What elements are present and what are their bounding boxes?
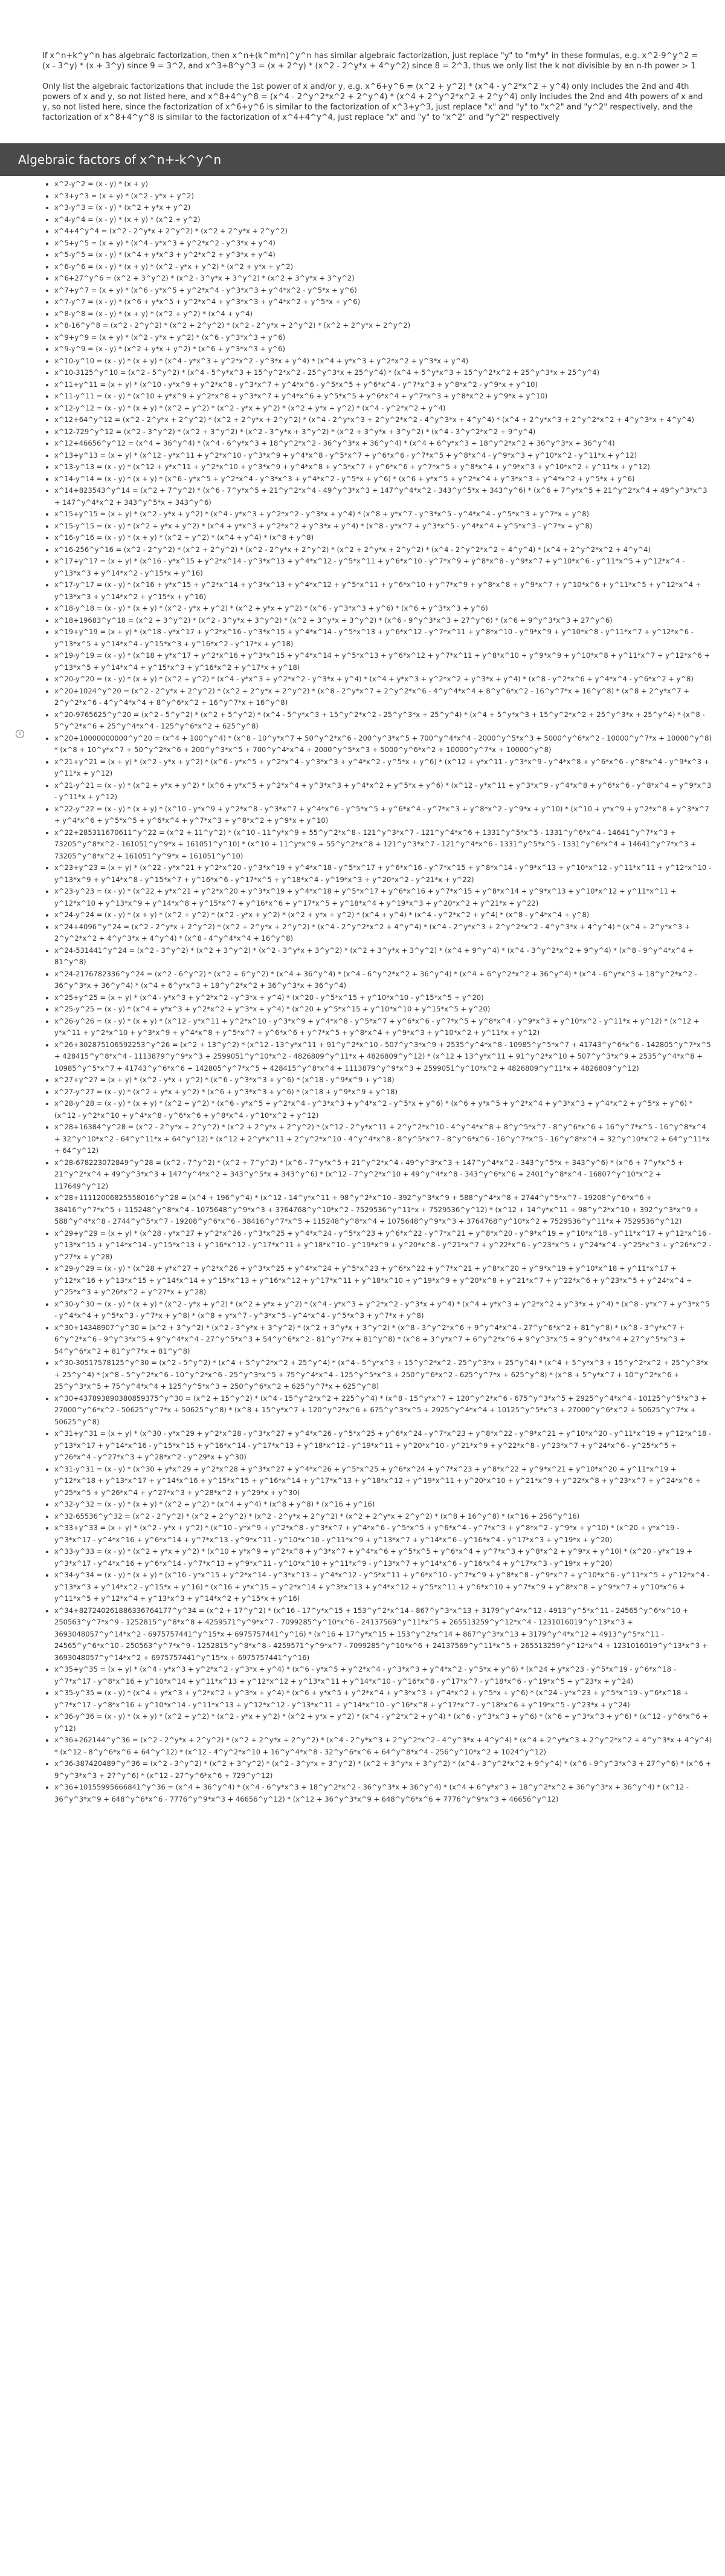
- formula-item: • x^32-y^32 = (x - y) * (x + y) * (x^2 + y^2) * (x^4 + y^4) * (x^8 + y^8) * (x^16 + y^16): [54, 1499, 713, 1511]
- formula-item: • x^9-y^9 = (x - y) * (x^2 + y*x + y^2) * (x^6 + y^3*x^3 + y^6): [54, 343, 713, 355]
- formula-item: • x^34-y^34 = (x - y) * (x + y) * (x^16 - y*x^15 + y^2*x^14 - y^3*x^13 + y^4*x^12 - y^5*x^11 + y^6*x^10 - y^7*x^9 + y^8*x^8 - y^9*x^7 + y^10*x^6 - y^11*x^5 + y^12*x^4 - y^13*x^3 + y^14*x^2 - y^15*x + y^16) * (x^16 + y*x^15 + y^2*x^14 + y^3*x^13 + y^4*x^12 + y^5*x^11 + y^6*x^10 + y^7*x^9 + y^8*x^8 + y^9*x^7 + y^10*x^6 + y^11*x^5 + y^12*x^4 + y^13*x^3 + y^14*x^2 + y^15*x + y^16): [54, 1569, 713, 1605]
- formula-item: • x^3-y^3 = (x - y) * (x^2 + y*x + y^2): [54, 202, 713, 214]
- formula-item: • x^15-y^15 = (x - y) * (x^2 + y*x + y^2) * (x^4 + y*x^3 + y^2*x^2 + y^3*x + y^4) * (x^8 - y*x^7 + y^3*x^5 - y^4*x^4 + y^5*x^3 - y^7*x + y^8): [54, 521, 713, 533]
- intro-paragraph-1: If x^n+k^y^n has algebraic factorization, then x^n+(k^m*n)^y^n has similar algebraic factorization, just replace "y" to "m*y" in these formulas, e.g. x^2-9^y^2 = (x - 3^y) * (x + 3^y) since 9 = 3^2, and x^3+8^y^3 = (x + 2^y) * (x^2 - 2^y*x + 4^y^2) since 8 = 2^3, thus we only list the k not divisible by an n-th power > 1: [42, 51, 698, 71]
- intro-section: [0, 0, 725, 123]
- formula-item: • x^11+y^11 = (x + y) * (x^10 - y*x^9 + y^2*x^8 - y^3*x^7 + y^4*x^6 - y^5*x^5 + y^6*x^4 - y^7*x^3 + y^8*x^2 - y^9*x + y^10): [54, 379, 713, 391]
- formula-item: • x^21+y^21 = (x + y) * (x^2 - y*x + y^2) * (x^6 - y*x^5 + y^2*x^4 - y^3*x^3 + y^4*x^2 - y^5*x + y^6) * (x^12 + y*x^11 - y^3*x^9 - y^4*x^8 + y^6*x^6 - y^8*x^4 - y^9*x^3 + y^11*x + y^12): [54, 756, 713, 780]
- formula-item: • x^22+285311670611^y^22 = (x^2 + 11^y^2) * (x^10 - 11^y*x^9 + 55^y^2*x^8 - 121^y^3*x^7 - 121^y^4*x^6 + 1331^y^5*x^5 - 1331^y^6*x^4 - 14641^y^7*x^3 + 73205^y^8*x^2 - 161051^y^9*x + 161051^y^10) * (x^10 + 11^y*x^9 + 55^y^2*x^8 + 121^y^3*x^7 - 121^y^4*x^6 - 1331^y^5*x^5 - 1331^y^6*x^4 + 14641^y^7*x^3 + 73205^y^8*x^2 + 161051^y^9*x + 161051^y^10): [54, 827, 713, 863]
- section-title: Algebraic factors of x^n+-k^y^n: [18, 152, 222, 167]
- formula-item: • x^28+16384^y^28 = (x^2 - 2^y*x + 2^y^2) * (x^2 + 2^y*x + 2^y^2) * (x^12 - 2^y*x^11 + 2^y^2*x^10 - 4^y^4*x^8 + 8^y^5*x^7 - 8^y^6*x^6 + 16^y^7*x^5 - 16^y^8*x^4 + 32^y^10*x^2 - 64^y^11*x + 64^y^12) * (x^12 + 2^y*x^11 + 2^y^2*x^10 - 4^y^4*x^8 - 8^y^5*x^7 - 8^y^6*x^6 - 16^y^7*x^5 - 16^y^8*x^4 + 32^y^10*x^2 + 64^y^11*x + 64^y^12): [54, 1121, 713, 1157]
- formula-item: • x^7+y^7 = (x + y) * (x^6 - y*x^5 + y^2*x^4 - y^3*x^3 + y^4*x^2 - y^5*x + y^6): [54, 285, 713, 297]
- formula-item: • x^30-y^30 = (x - y) * (x + y) * (x^2 - y*x + y^2) * (x^2 + y*x + y^2) * (x^4 - y*x^3 + y^2*x^2 - y^3*x + y^4) * (x^4 + y*x^3 + y^2*x^2 + y^3*x + y^4) * (x^8 - y*x^7 + y^3*x^5 - y^4*x^4 + y^5*x^3 - y^7*x + y^8) * (x^8 + y*x^7 - y^3*x^5 - y^4*x^4 - y^5*x^3 + y^7*x + y^8): [54, 1299, 713, 1322]
- formula-item: • x^20+1024^y^20 = (x^2 - 2^y*x + 2^y^2) * (x^2 + 2^y*x + 2^y^2) * (x^8 - 2^y*x^7 + 2^y^2*x^6 - 4^y^4*x^4 + 8^y^6*x^2 - 16^y^7*x + 16^y^8) * (x^8 + 2^y*x^7 + 2^y^2*x^6 - 4^y^4*x^4 + 8^y^6*x^2 + 16^y^7*x + 16^y^8): [54, 686, 713, 709]
- formula-item: • x^5+y^5 = (x + y) * (x^4 - y*x^3 + y^2*x^2 - y^3*x + y^4): [54, 238, 713, 250]
- formula-item: • x^19-y^19 = (x - y) * (x^18 + y*x^17 + y^2*x^16 + y^3*x^15 + y^4*x^14 + y^5*x^13 + y^6*x^12 + y^7*x^11 + y^8*x^10 + y^9*x^9 + y^10*x^8 + y^11*x^7 + y^12*x^6 + y^13*x^5 + y^14*x^4 + y^15*x^3 + y^16*x^2 + y^17*x + y^18): [54, 650, 713, 673]
- formula-item: • x^17+y^17 = (x + y) * (x^16 - y*x^15 + y^2*x^14 - y^3*x^13 + y^4*x^12 - y^5*x^11 + y^6*x^10 - y^7*x^9 + y^8*x^8 - y^9*x^7 + y^10*x^6 - y^11*x^5 + y^12*x^4 - y^13*x^3 + y^14*x^2 - y^15*x + y^16): [54, 556, 713, 579]
- formula-item: • x^12-729^y^12 = (x^2 - 3^y^2) * (x^2 + 3^y^2) * (x^2 - 3^y*x + 3^y^2) * (x^2 + 3^y*x + 3^y^2) * (x^4 - 3^y^2*x^2 + 9^y^4): [54, 426, 713, 438]
- formula-item: • x^22-y^22 = (x - y) * (x + y) * (x^10 - y*x^9 + y^2*x^8 - y^3*x^7 + y^4*x^6 - y^5*x^5 + y^6*x^4 - y^7*x^3 + y^8*x^2 - y^9*x + y^10) * (x^10 + y*x^9 + y^2*x^8 + y^3*x^7 + y^4*x^6 + y^5*x^5 + y^6*x^4 + y^7*x^3 + y^8*x^2 + y^9*x + y^10): [54, 803, 713, 827]
- formula-item: • x^16-256^y^16 = (x^2 - 2^y^2) * (x^2 + 2^y^2) * (x^2 - 2^y*x + 2^y^2) * (x^2 + 2^y*x + 2^y^2) * (x^4 - 2^y^2*x^2 + 4^y^4) * (x^4 + 2^y^2*x^2 + 4^y^4): [54, 544, 713, 556]
- formula-item: • x^5-y^5 = (x - y) * (x^4 + y*x^3 + y^2*x^2 + y^3*x + y^4): [54, 249, 713, 261]
- formula-item: • x^26+302875106592253^y^26 = (x^2 + 13^y^2) * (x^12 - 13^y*x^11 + 91^y^2*x^10 - 507^y^3*x^9 + 2535^y^4*x^8 - 10985^y^5*x^7 + 41743^y^6*x^6 - 142805^y^7*x^5 + 428415^y^8*x^4 - 1113879^y^9*x^3 + 2599051^y^10*x^2 - 4826809^y^11*x + 4826809^y^12) * (x^12 + 13^y*x^11 + 91^y^2*x^10 + 507^y^3*x^9 + 2535^y^4*x^8 + 10985^y^5*x^7 + 41743^y^6*x^6 + 142805^y^7*x^5 + 428415^y^8*x^4 + 1113879^y^9*x^3 + 2599051^y^10*x^2 + 4826809^y^11*x + 4826809^y^12): [54, 1039, 713, 1075]
- formula-item: • x^33+y^33 = (x + y) * (x^2 - y*x + y^2) * (x^10 - y*x^9 + y^2*x^8 - y^3*x^7 + y^4*x^6 - y^5*x^5 + y^6*x^4 - y^7*x^3 + y^8*x^2 - y^9*x + y^10) * (x^20 + y*x^19 - y^3*x^17 - y^4*x^16 + y^6*x^14 + y^7*x^13 - y^9*x^11 - y^10*x^10 - y^11*x^9 + y^13*x^7 + y^14*x^6 - y^16*x^4 - y^17*x^3 + y^19*x + y^20): [54, 1522, 713, 1546]
- formula-item: • x^36-387420489^y^36 = (x^2 - 3^y^2) * (x^2 + 3^y^2) * (x^2 - 3^y*x + 3^y^2) * (x^2 + 3^y*x + 3^y^2) * (x^4 - 3^y^2*x^2 + 9^y^4) * (x^6 - 9^y^3*x^3 + 27^y^6) * (x^6 + 9^y^3*x^3 + 27^y^6) * (x^12 - 27^y^6*x^6 + 729^y^12): [54, 1758, 713, 1782]
- formula-item: • x^20-9765625^y^20 = (x^2 - 5^y^2) * (x^2 + 5^y^2) * (x^4 - 5^y*x^3 + 15^y^2*x^2 - 25^y^3*x + 25^y^4) * (x^4 + 5^y*x^3 + 15^y^2*x^2 + 25^y^3*x + 25^y^4) * (x^8 - 5^y^2*x^6 + 25^y^4*x^4 - 125^y^6*x^2 + 625^y^8): [54, 709, 713, 733]
- formula-item: • x^10-3125^y^10 = (x^2 - 5^y^2) * (x^4 - 5^y*x^3 + 15^y^2*x^2 - 25^y^3*x + 25^y^4) * (x^4 + 5^y*x^3 + 15^y^2*x^2 + 25^y^3*x + 25^y^4): [54, 367, 713, 379]
- formula-item: • x^24+4096^y^24 = (x^2 - 2^y*x + 2^y^2) * (x^2 + 2^y*x + 2^y^2) * (x^4 - 2^y^2*x^2 + 4^y^4) * (x^4 - 2^y*x^3 + 2^y^2*x^2 - 4^y^3*x + 4^y^4) * (x^4 + 2^y*x^3 + 2^y^2*x^2 + 4^y^3*x + 4^y^4) * (x^8 - 4^y^4*x^4 + 16^y^8): [54, 921, 713, 945]
- formula-item: • x^36+262144^y^36 = (x^2 - 2^y*x + 2^y^2) * (x^2 + 2^y*x + 2^y^2) * (x^4 - 2^y*x^3 + 2^y^2*x^2 - 4^y^3*x + 4^y^4) * (x^4 + 2^y*x^3 + 2^y^2*x^2 + 4^y^3*x + 4^y^4) * (x^12 - 8^y^6*x^6 + 64^y^12) * (x^12 - 4^y^2*x^10 + 16^y^4*x^8 - 32^y^6*x^6 + 64^y^8*x^4 - 256^y^10*x^2 + 1024^y^12): [54, 1734, 713, 1758]
- formula-item: • x^2-y^2 = (x - y) * (x + y): [54, 178, 713, 190]
- formula-item: • x^36-y^36 = (x - y) * (x + y) * (x^2 + y^2) * (x^2 - y*x + y^2) * (x^2 + y*x + y^2) * (x^4 - y^2*x^2 + y^4) * (x^6 - y^3*x^3 + y^6) * (x^6 + y^3*x^3 + y^6) * (x^12 - y^6*x^6 + y^12): [54, 1711, 713, 1734]
- formula-item: • x^19+y^19 = (x + y) * (x^18 - y*x^17 + y^2*x^16 - y^3*x^15 + y^4*x^14 - y^5*x^13 + y^6*x^12 - y^7*x^11 + y^8*x^10 - y^9*x^9 + y^10*x^8 - y^11*x^7 + y^12*x^6 - y^13*x^5 + y^14*x^4 - y^15*x^3 + y^16*x^2 - y^17*x + y^18): [54, 626, 713, 650]
- formula-item: • x^30+437893890380859375^y^30 = (x^2 + 15^y^2) * (x^4 - 15^y^2*x^2 + 225^y^4) * (x^8 - 15^y*x^7 + 120^y^2*x^6 - 675^y^3*x^5 + 2925^y^4*x^4 - 10125^y^5*x^3 + 27000^y^6*x^2 - 50625^y^7*x + 50625^y^8) * (x^8 + 15^y*x^7 + 120^y^2*x^6 + 675^y^3*x^5 + 2925^y^4*x^4 + 10125^y^5*x^3 + 27000^y^6*x^2 + 50625^y^7*x + 50625^y^8): [54, 1393, 713, 1429]
- formula-item: • x^16-y^16 = (x - y) * (x + y) * (x^2 + y^2) * (x^4 + y^4) * (x^8 + y^8): [54, 532, 713, 544]
- formula-item: • x^30-30517578125^y^30 = (x^2 - 5^y^2) * (x^4 + 5^y^2*x^2 + 25^y^4) * (x^4 - 5^y*x^3 + 15^y^2*x^2 - 25^y^3*x + 25^y^4) * (x^4 + 5^y*x^3 + 15^y^2*x^2 + 25^y^3*x + 25^y^4) * (x^8 - 5^y^2*x^6 - 10^y^2*x^6 - 25^y^3*x^5 + 75^y^4*x^4 - 125^y^5*x^3 + 250^y^6*x^2 - 625^y^7*x + 625^y^8) * (x^8 + 5^y*x^7 + 10^y^2*x^6 + 25^y^3*x^5 + 75^y^4*x^4 + 125^y^5*x^3 + 250^y^6*x^2 + 625^y^7*x + 625^y^8): [54, 1357, 713, 1393]
- formula-item: • x^27+y^27 = (x + y) * (x^2 - y*x + y^2) * (x^6 - y^3*x^3 + y^6) * (x^18 - y^9*x^9 + y^18): [54, 1074, 713, 1086]
- formula-item: • x^20-y^20 = (x - y) * (x + y) * (x^2 + y^2) * (x^4 - y*x^3 + y^2*x^2 - y^3*x + y^4) * (x^4 + y*x^3 + y^2*x^2 + y^3*x + y^4) * (x^8 - y^2*x^6 + y^4*x^4 - y^6*x^2 + y^8): [54, 673, 713, 686]
- formula-item: • x^27-y^27 = (x - y) * (x^2 + y*x + y^2) * (x^6 + y^3*x^3 + y^6) * (x^18 + y^9*x^9 + y^18): [54, 1086, 713, 1098]
- formula-item: • x^25-y^25 = (x - y) * (x^4 + y*x^3 + y^2*x^2 + y^3*x + y^4) * (x^20 + y^5*x^15 + y^10*x^10 + y^15*x^5 + y^20): [54, 1004, 713, 1016]
- formula-item: • x^20+10000000000^y^20 = (x^4 + 100^y^4) * (x^8 - 10^y*x^7 + 50^y^2*x^6 - 200^y^3*x^5 + 700^y^4*x^4 - 2000^y^5*x^3 + 5000^y^6*x^2 - 10000^y^7*x + 10000^y^8) * (x^8 + 10^y*x^7 + 50^y^2*x^6 + 200^y^3*x^5 + 700^y^4*x^4 + 2000^y^5*x^3 + 5000^y^6*x^2 + 10000^y^7*x + 10000^y^8): [54, 733, 713, 756]
- formula-list: [0, 178, 725, 1805]
- formula-item: • x^13+y^13 = (x + y) * (x^12 - y*x^11 + y^2*x^10 - y^3*x^9 + y^4*x^8 - y^5*x^7 + y^6*x^6 - y^7*x^5 + y^8*x^4 - y^9*x^3 + y^10*x^2 - y^11*x + y^12): [54, 450, 713, 462]
- formula-item: • x^8-y^8 = (x - y) * (x + y) * (x^2 + y^2) * (x^4 + y^4): [54, 308, 713, 320]
- formula-item: • x^23-y^23 = (x - y) * (x^22 + y*x^21 + y^2*x^20 + y^3*x^19 + y^4*x^18 + y^5*x^17 + y^6*x^16 + y^7*x^15 + y^8*x^14 + y^9*x^13 + y^10*x^12 + y^11*x^11 + y^12*x^10 + y^13*x^9 + y^14*x^8 + y^15*x^7 + y^16*x^6 + y^17*x^5 + y^18*x^4 + y^19*x^3 + y^20*x^2 + y^21*x + y^22): [54, 886, 713, 909]
- formula-item: • x^18+19683^y^18 = (x^2 + 3^y^2) * (x^2 - 3^y*x + 3^y^2) * (x^2 + 3^y*x + 3^y^2) * (x^6 - 9^y^3*x^3 + 27^y^6) * (x^6 + 9^y^3*x^3 + 27^y^6): [54, 615, 713, 627]
- formula-item: • x^8-16^y^8 = (x^2 - 2^y^2) * (x^2 + 2^y^2) * (x^2 - 2^y*x + 2^y^2) * (x^2 + 2^y*x + 2^y^2): [54, 320, 713, 332]
- formula-item: • x^12+64^y^12 = (x^2 - 2^y*x + 2^y^2) * (x^2 + 2^y*x + 2^y^2) * (x^4 - 2^y*x^3 + 2^y^2*x^2 - 4^y^3*x + 4^y^4) * (x^4 + 2^y*x^3 + 2^y^2*x^2 + 4^y^3*x + 4^y^4): [54, 414, 713, 426]
- section-header: [0, 143, 725, 176]
- formula-item: • x^28-y^28 = (x - y) * (x + y) * (x^2 + y^2) * (x^6 - y*x^5 + y^2*x^4 - y^3*x^3 + y^4*x^2 - y^5*x + y^6) * (x^6 + y*x^5 + y^2*x^4 + y^3*x^3 + y^4*x^2 + y^5*x + y^6) * (x^12 - y^2*x^10 + y^4*x^8 - y^6*x^6 + y^8*x^4 - y^10*x^2 + y^12): [54, 1098, 713, 1121]
- formula-item: • x^17-y^17 = (x - y) * (x^16 + y*x^15 + y^2*x^14 + y^3*x^13 + y^4*x^12 + y^5*x^11 + y^6*x^10 + y^7*x^9 + y^8*x^8 + y^9*x^7 + y^10*x^6 + y^11*x^5 + y^12*x^4 + y^13*x^3 + y^14*x^2 + y^15*x + y^16): [54, 579, 713, 603]
- formula-item: • x^13-y^13 = (x - y) * (x^12 + y*x^11 + y^2*x^10 + y^3*x^9 + y^4*x^8 + y^5*x^7 + y^6*x^6 + y^7*x^5 + y^8*x^4 + y^9*x^3 + y^10*x^2 + y^11*x + y^12): [54, 461, 713, 473]
- formula-item: • x^35+y^35 = (x + y) * (x^4 - y*x^3 + y^2*x^2 - y^3*x + y^4) * (x^6 - y*x^5 + y^2*x^4 - y^3*x^3 + y^4*x^2 - y^5*x + y^6) * (x^24 + y*x^23 - y^5*x^19 - y^6*x^18 - y^7*x^17 - y^8*x^16 + y^10*x^14 + y^11*x^13 + y^12*x^12 + y^13*x^11 + y^14*x^10 - y^16*x^8 - y^17*x^7 - y^18*x^6 - y^19*x^5 + y^23*x + y^24): [54, 1664, 713, 1687]
- formula-item: • x^15+y^15 = (x + y) * (x^2 - y*x + y^2) * (x^4 - y*x^3 + y^2*x^2 - y^3*x + y^4) * (x^8 + y*x^7 - y^3*x^5 - y^4*x^4 - y^5*x^3 + y^7*x + y^8): [54, 508, 713, 521]
- formula-item: • x^24-2176782336^y^24 = (x^2 - 6^y^2) * (x^2 + 6^y^2) * (x^4 + 36^y^4) * (x^4 - 6^y^2*x^2 + 36^y^4) * (x^4 + 6^y^2*x^2 + 36^y^4) * (x^4 - 6^y*x^3 + 18^y^2*x^2 - 36^y^3*x + 36^y^4) * (x^4 + 6^y*x^3 + 18^y^2*x^2 + 36^y^3*x + 36^y^4): [54, 968, 713, 992]
- formula-item: • x^14-y^14 = (x - y) * (x + y) * (x^6 - y*x^5 + y^2*x^4 - y^3*x^3 + y^4*x^2 - y^5*x + y^6) * (x^6 + y*x^5 + y^2*x^4 + y^3*x^3 + y^4*x^2 + y^5*x + y^6): [54, 473, 713, 485]
- formula-item: • x^28-678223072849^y^28 = (x^2 - 7^y^2) * (x^2 + 7^y^2) * (x^6 - 7^y*x^5 + 21^y^2*x^4 - 49^y^3*x^3 + 147^y^4*x^2 - 343^y^5*x + 343^y^6) * (x^6 + 7^y*x^5 + 21^y^2*x^4 + 49^y^3*x^3 + 147^y^4*x^2 + 343^y^5*x + 343^y^6) * (x^12 - 7^y^2*x^10 + 49^y^4*x^8 - 343^y^6*x^6 + 2401^y^8*x^4 - 16807^y^10*x^2 + 117649^y^12): [54, 1157, 713, 1193]
- intro-paragraph-2: Only list the algebraic factorizations that include the 1st power of x and/or y, e.g. x^6+y^6 = (x^2 + y^2) * (x^4 - y^2*x^2 + y^4) only includes the 2nd and 4th powers of x and y, so not listed here, and x^8+4^y^8 = (x^4 - 2^y^2*x^2 + 2^y^4) * (x^4 + 2^y^2*x^2 + 2^y^4) only includes the 2nd and 4th powers of x and y, so not listed here, since the factorization of x^6+y^6 is similar to the factorization of x^3+y^3, just replace "x" and "y" to "x^2" and "y^2" respectively, and the factorization of x^8+4^y^8 is similar to the factorization of x^4+4^y^4, just replace "x" and "y" to "x^2" and "y^2" respectively: [42, 82, 703, 122]
- formula-item: • x^4-y^4 = (x - y) * (x + y) * (x^2 + y^2): [54, 214, 713, 226]
- formula-item: • x^3+y^3 = (x + y) * (x^2 - y*x + y^2): [54, 190, 713, 203]
- formula-item: • x^33-y^33 = (x - y) * (x^2 + y*x + y^2) * (x^10 + y*x^9 + y^2*x^8 + y^3*x^7 + y^4*x^6 + y^5*x^5 + y^6*x^4 + y^7*x^3 + y^8*x^2 + y^9*x + y^10) * (x^20 - y*x^19 + y^3*x^17 - y^4*x^16 + y^6*x^14 - y^7*x^13 + y^9*x^11 - y^10*x^10 + y^11*x^9 - y^13*x^7 + y^14*x^6 - y^16*x^4 + y^17*x^3 - y^19*x + y^20): [54, 1546, 713, 1569]
- formula-item: • x^34+827240261886336764177^y^34 = (x^2 + 17^y^2) * (x^16 - 17^y*x^15 + 153^y^2*x^14 - 867^y^3*x^13 + 3179^y^4*x^12 - 4913^y^5*x^11 - 24565^y^6*x^10 + 250563^y^7*x^9 - 1252815^y^8*x^8 + 4259571^y^9*x^7 - 7099285^y^10*x^6 - 24137569^y^11*x^5 + 265513259^y^12*x^4 - 1231016019^y^13*x^3 + 3693048057^y^14*x^2 - 6975757441^y^15*x + 6975757441^y^16) * (x^16 + 17^y*x^15 + 153^y^2*x^14 + 867^y^3*x^13 + 3179^y^4*x^12 + 4913^y^5*x^11 - 24565^y^6*x^10 - 250563^y^7*x^9 - 1252815^y^8*x^8 - 4259571^y^9*x^7 - 7099285^y^10*x^6 + 24137569^y^11*x^5 + 265513259^y^12*x^4 + 1231016019^y^13*x^3 + 3693048057^y^14*x^2 + 6975757441^y^15*x + 6975757441^y^16): [54, 1605, 713, 1664]
- formula-item: • x^31-y^31 = (x - y) * (x^30 + y*x^29 + y^2*x^28 + y^3*x^27 + y^4*x^26 + y^5*x^25 + y^6*x^24 + y^7*x^23 + y^8*x^22 + y^9*x^21 + y^10*x^20 + y^11*x^19 + y^12*x^18 + y^13*x^17 + y^14*x^16 + y^15*x^15 + y^16*x^14 + y^17*x^13 + y^18*x^12 + y^19*x^11 + y^20*x^10 + y^21*x^9 + y^22*x^8 + y^23*x^7 + y^24*x^6 + y^25*x^5 + y^26*x^4 + y^27*x^3 + y^28*x^2 + y^29*x + y^30): [54, 1464, 713, 1499]
- formula-item: • x^21-y^21 = (x - y) * (x^2 + y*x + y^2) * (x^6 + y*x^5 + y^2*x^4 + y^3*x^3 + y^4*x^2 + y^5*x + y^6) * (x^12 - y*x^11 + y^3*x^9 - y^4*x^8 + y^6*x^6 - y^8*x^4 + y^9*x^3 - y^11*x + y^12): [54, 780, 713, 803]
- formula-item: • x^9+y^9 = (x + y) * (x^2 - y*x + y^2) * (x^6 - y^3*x^3 + y^6): [54, 332, 713, 344]
- formula-item: • x^10-y^10 = (x - y) * (x + y) * (x^4 - y*x^3 + y^2*x^2 - y^3*x + y^4) * (x^4 + y*x^3 + y^2*x^2 + y^3*x + y^4): [54, 355, 713, 368]
- formula-item: • x^26-y^26 = (x - y) * (x + y) * (x^12 - y*x^11 + y^2*x^10 - y^3*x^9 + y^4*x^8 - y^5*x^7 + y^6*x^6 - y^7*x^5 + y^8*x^4 - y^9*x^3 + y^10*x^2 - y^11*x + y^12) * (x^12 + y*x^11 + y^2*x^10 + y^3*x^9 + y^4*x^8 + y^5*x^7 + y^6*x^6 + y^7*x^5 + y^8*x^4 + y^9*x^3 + y^10*x^2 + y^11*x + y^12): [54, 1016, 713, 1039]
- formula-item: • x^23+y^23 = (x + y) * (x^22 - y*x^21 + y^2*x^20 - y^3*x^19 + y^4*x^18 - y^5*x^17 + y^6*x^16 - y^7*x^15 + y^8*x^14 - y^9*x^13 + y^10*x^12 - y^11*x^11 + y^12*x^10 - y^13*x^9 + y^14*x^8 - y^15*x^7 + y^16*x^6 - y^17*x^5 + y^18*x^4 - y^19*x^3 + y^20*x^2 - y^21*x + y^22): [54, 862, 713, 886]
- formula-item: • x^35-y^35 = (x - y) * (x^4 + y*x^3 + y^2*x^2 + y^3*x + y^4) * (x^6 + y*x^5 + y^2*x^4 + y^3*x^3 + y^4*x^2 + y^5*x + y^6) * (x^24 - y*x^23 + y^5*x^19 - y^6*x^18 + y^7*x^17 - y^8*x^16 + y^10*x^14 - y^11*x^13 + y^12*x^12 - y^13*x^11 + y^14*x^10 - y^16*x^8 + y^17*x^7 - y^18*x^6 + y^19*x^5 - y^23*x + y^24): [54, 1687, 713, 1711]
- formula-item: • x^30+14348907^y^30 = (x^2 + 3^y^2) * (x^2 - 3^y*x + 3^y^2) * (x^2 + 3^y*x + 3^y^2) * (x^8 - 3^y^2*x^6 + 9^y^4*x^4 - 27^y^6*x^2 + 81^y^8) * (x^8 - 3^y*x^7 + 6^y^2*x^6 - 9^y^3*x^5 + 9^y^4*x^4 - 27^y^5*x^3 + 54^y^6*x^2 - 81^y^7*x + 81^y^8) * (x^8 + 3^y*x^7 + 6^y^2*x^6 + 9^y^3*x^5 + 9^y^4*x^4 + 27^y^5*x^3 + 54^y^6*x^2 + 81^y^7*x + 81^y^8): [54, 1322, 713, 1358]
- formula-item: • x^12+46656^y^12 = (x^4 + 36^y^4) * (x^4 - 6^y*x^3 + 18^y^2*x^2 - 36^y^3*x + 36^y^4) * (x^4 + 6^y*x^3 + 18^y^2*x^2 + 36^y^3*x + 36^y^4): [54, 438, 713, 450]
- formula-item: • x^4+4^y^4 = (x^2 - 2^y*x + 2^y^2) * (x^2 + 2^y*x + 2^y^2): [54, 225, 713, 238]
- formula-item: • x^18-y^18 = (x - y) * (x + y) * (x^2 - y*x + y^2) * (x^2 + y*x + y^2) * (x^6 - y^3*x^3 + y^6) * (x^6 + y^3*x^3 + y^6): [54, 603, 713, 615]
- formula-item: • x^25+y^25 = (x + y) * (x^4 - y*x^3 + y^2*x^2 - y^3*x + y^4) * (x^20 - y^5*x^15 + y^10*x^10 - y^15*x^5 + y^20): [54, 992, 713, 1004]
- formula-item: • x^36+10155995666841^y^36 = (x^4 + 36^y^4) * (x^4 - 6^y*x^3 + 18^y^2*x^2 - 36^y^3*x + 36^y^4) * (x^4 + 6^y*x^3 + 18^y^2*x^2 + 36^y^3*x + 36^y^4) * (x^12 - 36^y^3*x^9 + 648^y^6*x^6 - 7776^y^9*x^3 + 46656^y^12) * (x^12 + 36^y^3*x^9 + 648^y^6*x^6 + 7776^y^9*x^3 + 46656^y^12): [54, 1782, 713, 1805]
- info-icon[interactable]: i: [16, 730, 24, 738]
- formula-item: • x^12-y^12 = (x - y) * (x + y) * (x^2 + y^2) * (x^2 - y*x + y^2) * (x^2 + y*x + y^2) * (x^4 - y^2*x^2 + y^4): [54, 403, 713, 415]
- formula-item: • x^29+y^29 = (x + y) * (x^28 - y*x^27 + y^2*x^26 - y^3*x^25 + y^4*x^24 - y^5*x^23 + y^6*x^22 - y^7*x^21 + y^8*x^20 - y^9*x^19 + y^10*x^18 - y^11*x^17 + y^12*x^16 - y^13*x^15 + y^14*x^14 - y^15*x^13 + y^16*x^12 - y^17*x^11 + y^18*x^10 - y^19*x^9 + y^20*x^8 - y^21*x^7 + y^22*x^6 - y^23*x^5 + y^24*x^4 - y^25*x^3 + y^26*x^2 - y^27*x + y^28): [54, 1228, 713, 1264]
- formula-item: • x^11-y^11 = (x - y) * (x^10 + y*x^9 + y^2*x^8 + y^3*x^7 + y^4*x^6 + y^5*x^5 + y^6*x^4 + y^7*x^3 + y^8*x^2 + y^9*x + y^10): [54, 391, 713, 403]
- formula-item: • x^6+27^y^6 = (x^2 + 3^y^2) * (x^2 - 3^y*x + 3^y^2) * (x^2 + 3^y*x + 3^y^2): [54, 273, 713, 285]
- formula-item: • x^6-y^6 = (x - y) * (x + y) * (x^2 - y*x + y^2) * (x^2 + y*x + y^2): [54, 261, 713, 273]
- formula-item: • x^14+823543^y^14 = (x^2 + 7^y^2) * (x^6 - 7^y*x^5 + 21^y^2*x^4 - 49^y^3*x^3 + 147^y^4*x^2 - 343^y^5*x + 343^y^6) * (x^6 + 7^y*x^5 + 21^y^2*x^4 + 49^y^3*x^3 + 147^y^4*x^2 + 343^y^5*x + 343^y^6): [54, 485, 713, 508]
- formula-item: • x^29-y^29 = (x - y) * (x^28 + y*x^27 + y^2*x^26 + y^3*x^25 + y^4*x^24 + y^5*x^23 + y^6*x^22 + y^7*x^21 + y^8*x^20 + y^9*x^19 + y^10*x^18 + y^11*x^17 + y^12*x^16 + y^13*x^15 + y^14*x^14 + y^15*x^13 + y^16*x^12 + y^17*x^11 + y^18*x^10 + y^19*x^9 + y^20*x^8 + y^21*x^7 + y^22*x^6 + y^23*x^5 + y^24*x^4 + y^25*x^3 + y^26*x^2 + y^27*x + y^28): [54, 1263, 713, 1299]
- formula-item: • x^24-531441^y^24 = (x^2 - 3^y^2) * (x^2 + 3^y^2) * (x^2 - 3^y*x + 3^y^2) * (x^2 + 3^y*x + 3^y^2) * (x^4 + 9^y^4) * (x^4 - 3^y^2*x^2 + 9^y^4) * (x^8 - 9^y^4*x^4 + 81^y^8): [54, 945, 713, 968]
- formula-item: • x^24-y^24 = (x - y) * (x + y) * (x^2 + y^2) * (x^2 - y*x + y^2) * (x^2 + y*x + y^2) * (x^4 + y^4) * (x^4 - y^2*x^2 + y^4) * (x^8 - y^4*x^4 + y^8): [54, 909, 713, 921]
- formula-item: • x^32-65536^y^32 = (x^2 - 2^y^2) * (x^2 + 2^y^2) * (x^2 - 2^y*x + 2^y^2) * (x^2 + 2^y*x + 2^y^2) * (x^8 + 16^y^8) * (x^16 + 256^y^16): [54, 1511, 713, 1523]
- formula-item: • x^28+11112006825558016^y^28 = (x^4 + 196^y^4) * (x^12 - 14^y*x^11 + 98^y^2*x^10 - 392^y^3*x^9 + 588^y^4*x^8 + 2744^y^5*x^7 - 19208^y^6*x^6 + 38416^y^7*x^5 + 115248^y^8*x^4 - 1075648^y^9*x^3 + 3764768^y^10*x^2 - 7529536^y^11*x + 7529536^y^12) * (x^12 + 14^y*x^11 + 98^y^2*x^10 + 392^y^3*x^9 + 588^y^4*x^8 - 2744^y^5*x^7 - 19208^y^6*x^6 - 38416^y^7*x^5 + 115248^y^8*x^4 + 1075648^y^9*x^3 + 3764768^y^10*x^2 + 7529536^y^11*x + 7529536^y^12): [54, 1192, 713, 1228]
- formula-item: • x^31+y^31 = (x + y) * (x^30 - y*x^29 + y^2*x^28 - y^3*x^27 + y^4*x^26 - y^5*x^25 + y^6*x^24 - y^7*x^23 + y^8*x^22 - y^9*x^21 + y^10*x^20 - y^11*x^19 + y^12*x^18 - y^13*x^17 + y^14*x^16 - y^15*x^15 + y^16*x^14 - y^17*x^13 + y^18*x^12 - y^19*x^11 + y^20*x^10 - y^21*x^9 + y^22*x^8 - y^23*x^7 + y^24*x^6 - y^25*x^5 + y^26*x^4 - y^27*x^3 + y^28*x^2 - y^29*x + y^30): [54, 1428, 713, 1464]
- formula-item: • x^7-y^7 = (x - y) * (x^6 + y*x^5 + y^2*x^4 + y^3*x^3 + y^4*x^2 + y^5*x + y^6): [54, 296, 713, 308]
